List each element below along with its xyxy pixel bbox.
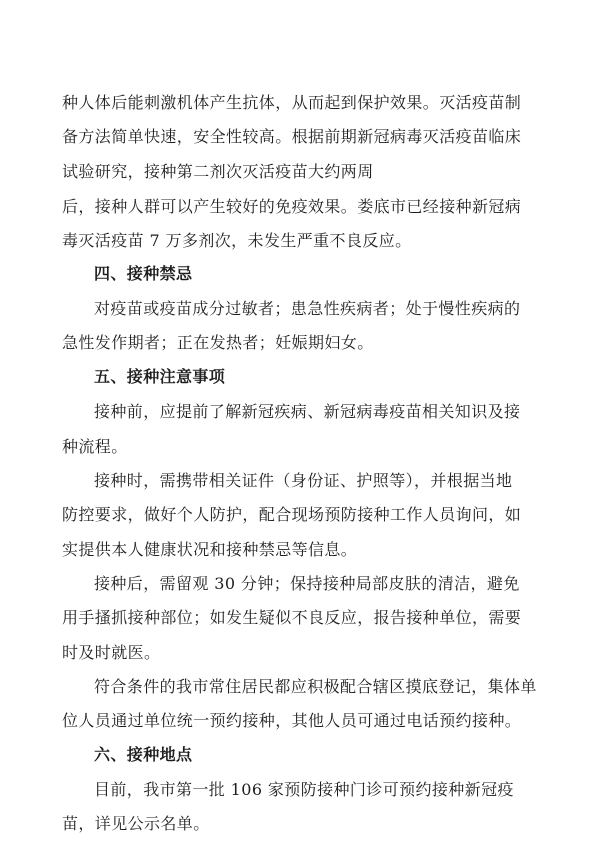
- text-line: 种流程。: [62, 437, 128, 456]
- text-line: 目前，我市第一批 106 家预防接种门诊可预约接种新冠疫: [94, 780, 514, 799]
- section-heading-5: 五、接种注意事项: [94, 367, 226, 386]
- text-line: 急性发作期者；正在发热者；妊娠期妇女。: [62, 333, 374, 352]
- text-line: 种人体后能刺激机体产生抗体，从而起到保护效果。灭活疫苗制: [62, 93, 522, 112]
- text-line: 防控要求，做好个人防护，配合现场预防接种工作人员询问，如: [62, 505, 522, 524]
- text-line: 对疫苗或疫苗成分过敏者；患急性疾病者；处于慢性疾病的: [94, 299, 521, 318]
- text-line: 接种时，需携带相关证件（身份证、护照等），并根据当地: [94, 471, 513, 490]
- text-line: 毒灭活疫苗 7 万多剂次，未发生严重不良反应。: [62, 231, 412, 250]
- text-line: 试验研究，接种第二剂次灭活疫苗大约两周: [62, 162, 374, 181]
- section-heading-6: 六、接种地点: [94, 745, 193, 764]
- text-line: 时及时就医。: [62, 643, 161, 662]
- text-line: 接种后，需留观 30 分钟；保持接种局部皮肤的清洁，避免: [94, 574, 520, 593]
- section-heading-4: 四、接种禁忌: [94, 264, 193, 283]
- text-line: 备方法简单快速，安全性较高。根据前期新冠病毒灭活疫苗临床: [62, 127, 522, 146]
- text-line: 用手搔抓接种部位；如发生疑似不良反应，报告接种单位，需要: [62, 608, 522, 627]
- text-line: 位人员通过单位统一预约接种，其他人员可通过电话预约接种。: [62, 711, 522, 730]
- text-line: 后，接种人群可以产生较好的免疫效果。娄底市已经接种新冠病: [62, 197, 522, 216]
- text-line: 接种前，应提前了解新冠疾病、新冠病毒疫苗相关知识及接: [94, 402, 521, 421]
- text-line: 实提供本人健康状况和接种禁忌等信息。: [62, 540, 358, 559]
- text-line: 苗，详见公示名单。: [62, 814, 210, 833]
- text-line: 符合条件的我市常住居民都应积极配合辖区摸底登记，集体单: [94, 677, 537, 696]
